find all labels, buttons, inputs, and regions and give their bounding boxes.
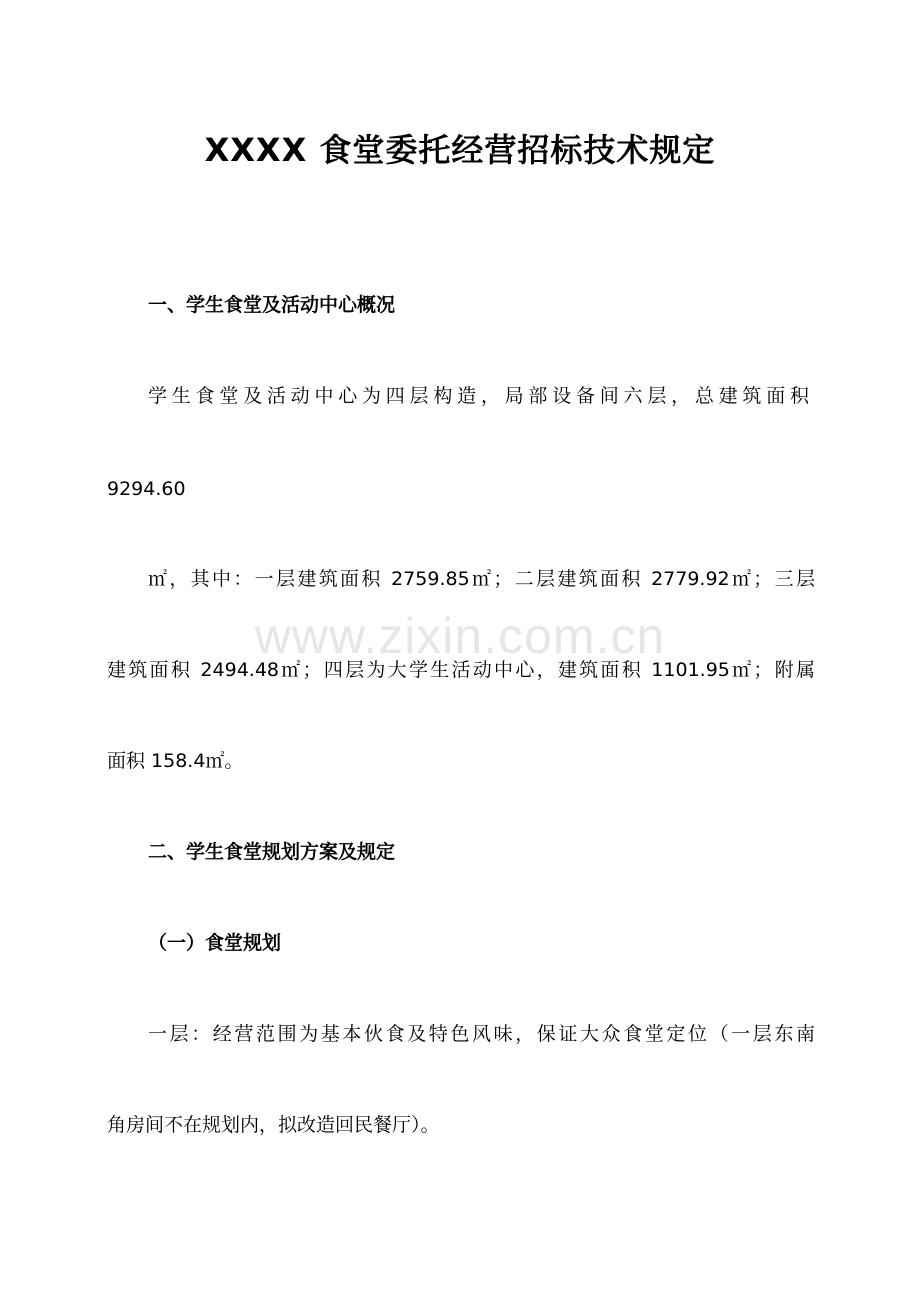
document-title: XXXX 食堂委托经营招标技术规定 (204, 131, 716, 169)
paragraph-line: 学生食堂及活动中心为四层构造，局部设备间六层，总建筑面积 (148, 385, 809, 407)
paragraph-line: 一层：经营范围为基本伙食及特色风味，保证大众食堂定位（一层东南 (148, 1023, 815, 1045)
paragraph-line: 建筑面积 2494.48㎡；四层为大学生活动中心，建筑面积 1101.95㎡；附属 (107, 659, 815, 681)
section-heading-plan: 二、学生食堂规划方案及规定 (148, 841, 396, 863)
paragraph-line: 角房间不在规划内，拟改造回民餐厅）。 (107, 1114, 440, 1136)
section-heading-overview: 一、学生食堂及活动中心概况 (148, 294, 396, 316)
paragraph-line: 面积 158.4㎡。 (107, 750, 244, 772)
subsection-heading-canteen-plan: （一）食堂规划 (148, 932, 282, 954)
paragraph-line: 9294.60 (107, 478, 186, 500)
watermark: www.zixin.com.cn (254, 608, 666, 664)
paragraph-line: ㎡，其中：一层建筑面积 2759.85㎡；二层建筑面积 2779.92㎡；三层 (148, 568, 815, 590)
